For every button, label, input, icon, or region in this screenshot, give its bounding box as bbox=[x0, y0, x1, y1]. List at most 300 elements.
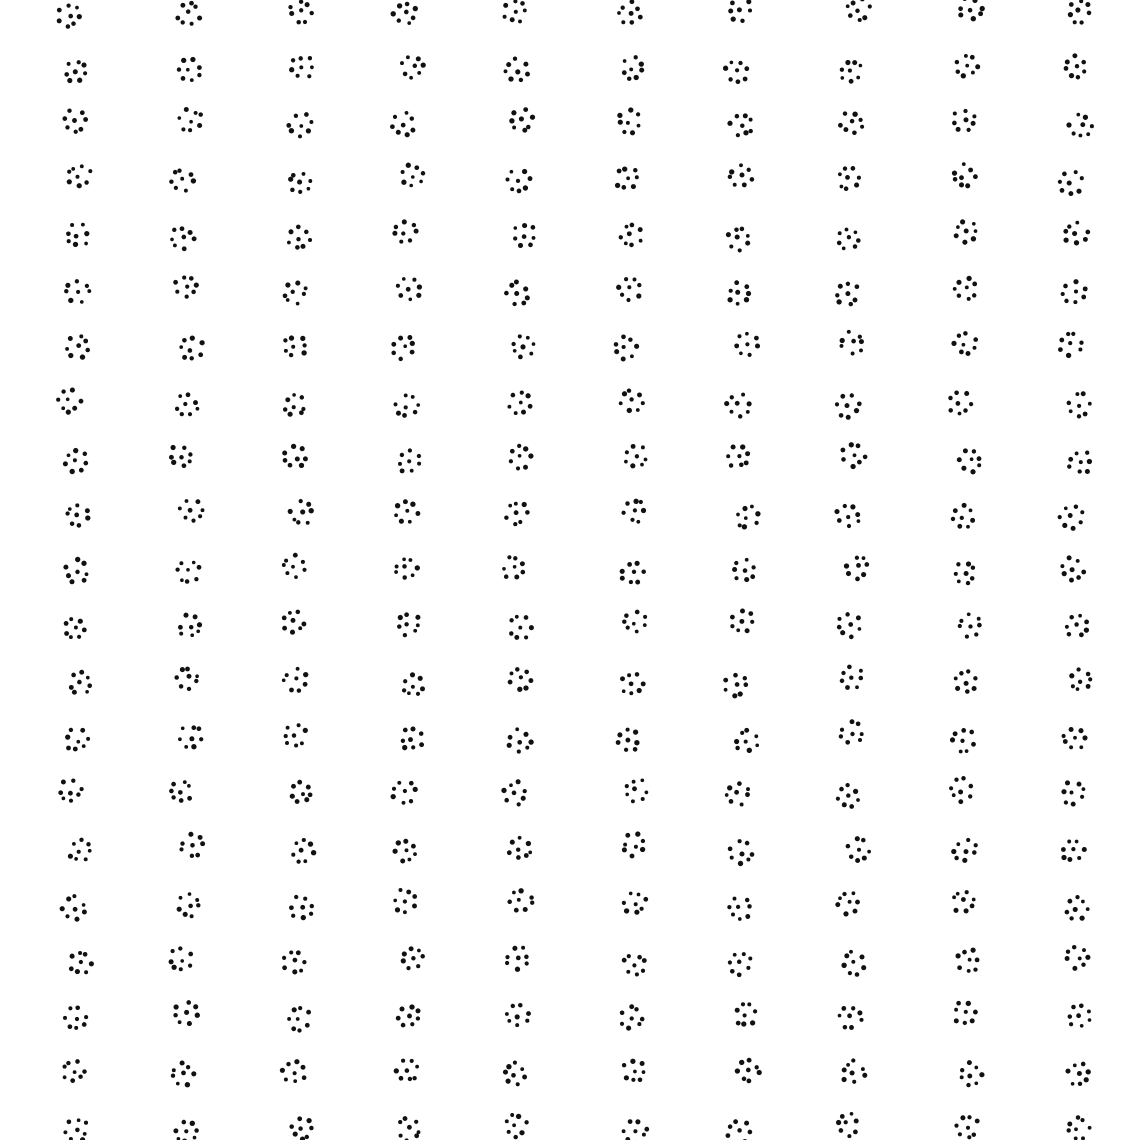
dot bbox=[730, 969, 735, 974]
dot bbox=[189, 625, 193, 629]
dot bbox=[972, 282, 977, 287]
dot bbox=[299, 410, 304, 415]
dot bbox=[746, 291, 751, 296]
dot bbox=[420, 686, 425, 691]
dot bbox=[302, 838, 306, 842]
dot bbox=[1078, 956, 1082, 960]
dot bbox=[634, 902, 638, 906]
dot bbox=[848, 622, 853, 627]
dot bbox=[75, 1017, 79, 1021]
dot bbox=[508, 735, 513, 740]
dot bbox=[967, 1074, 972, 1079]
dot bbox=[624, 908, 629, 913]
dot bbox=[83, 339, 88, 344]
dot bbox=[394, 570, 398, 574]
dot bbox=[190, 335, 195, 340]
dot bbox=[953, 111, 957, 115]
dot bbox=[615, 183, 620, 188]
dot bbox=[739, 351, 743, 355]
dot bbox=[513, 565, 517, 569]
dot-cluster-icon bbox=[504, 280, 530, 307]
dot bbox=[954, 1018, 959, 1023]
dot bbox=[640, 907, 644, 911]
dot bbox=[522, 502, 527, 507]
dot-cluster-icon bbox=[179, 335, 204, 360]
dot bbox=[1067, 632, 1071, 636]
dot bbox=[504, 798, 509, 803]
dot bbox=[856, 563, 861, 568]
dot bbox=[509, 118, 514, 123]
dot bbox=[180, 412, 184, 416]
dot bbox=[743, 568, 748, 573]
dot bbox=[514, 510, 519, 515]
dot bbox=[77, 78, 82, 83]
dot bbox=[1085, 2, 1090, 7]
dot bbox=[68, 14, 73, 19]
dot bbox=[971, 121, 976, 126]
dot bbox=[414, 165, 419, 170]
dot bbox=[283, 458, 288, 463]
dot bbox=[173, 1004, 178, 1009]
dot bbox=[516, 847, 520, 851]
dot bbox=[518, 19, 522, 23]
dot bbox=[188, 412, 192, 416]
dot bbox=[289, 11, 294, 16]
dot bbox=[953, 731, 958, 736]
dot bbox=[634, 1007, 638, 1011]
dot bbox=[416, 403, 420, 407]
dot bbox=[1060, 188, 1065, 193]
dot bbox=[288, 509, 293, 514]
dot bbox=[621, 511, 625, 515]
dot-cluster-icon bbox=[1065, 895, 1090, 921]
dot bbox=[195, 853, 200, 858]
dot bbox=[171, 460, 176, 465]
dot bbox=[732, 693, 737, 698]
dot bbox=[392, 849, 397, 854]
dot bbox=[735, 1068, 740, 1073]
dot bbox=[410, 672, 415, 677]
dot bbox=[640, 1017, 645, 1022]
dot bbox=[965, 285, 969, 289]
dot bbox=[747, 401, 752, 406]
dot-cluster-icon bbox=[179, 832, 205, 858]
dot bbox=[857, 848, 861, 852]
dot bbox=[1067, 401, 1071, 405]
dot-cluster-icon bbox=[616, 277, 641, 302]
dot bbox=[643, 615, 647, 619]
dot bbox=[740, 227, 745, 232]
dot bbox=[290, 630, 295, 635]
dot-cluster-icon bbox=[63, 1006, 88, 1030]
dot bbox=[863, 455, 868, 460]
dot bbox=[73, 448, 78, 453]
dot bbox=[625, 225, 629, 229]
dot bbox=[955, 60, 959, 64]
dot bbox=[401, 739, 405, 743]
dot bbox=[182, 246, 187, 251]
dot bbox=[505, 1012, 509, 1016]
dot bbox=[967, 297, 971, 301]
dot bbox=[967, 1060, 972, 1065]
dot bbox=[70, 388, 75, 393]
dot-cluster-icon bbox=[507, 836, 532, 860]
dot bbox=[310, 904, 314, 908]
dot bbox=[73, 1070, 77, 1074]
dot bbox=[629, 0, 634, 4]
dot bbox=[634, 845, 638, 849]
dot-cluster-icon bbox=[63, 557, 88, 585]
dot bbox=[858, 738, 862, 742]
dot bbox=[841, 1077, 846, 1082]
dot bbox=[840, 344, 844, 348]
dot bbox=[284, 559, 288, 563]
dot bbox=[299, 124, 303, 128]
dot bbox=[416, 56, 421, 61]
dot bbox=[969, 402, 973, 406]
dot bbox=[964, 571, 969, 576]
dot bbox=[859, 339, 864, 344]
dot bbox=[1068, 1014, 1072, 1018]
dot-cluster-icon bbox=[67, 164, 93, 188]
dot bbox=[291, 618, 296, 623]
dot bbox=[955, 953, 960, 958]
dot bbox=[69, 635, 73, 639]
dot bbox=[83, 952, 88, 957]
dot bbox=[311, 850, 316, 855]
dot bbox=[407, 858, 411, 862]
dot bbox=[1067, 1122, 1072, 1127]
dot bbox=[184, 1010, 189, 1015]
dot bbox=[843, 111, 847, 115]
dot bbox=[864, 562, 869, 567]
dot bbox=[856, 615, 861, 620]
dot bbox=[968, 8, 973, 13]
dot bbox=[974, 1081, 978, 1085]
dot bbox=[178, 946, 182, 950]
dot-cluster-icon bbox=[620, 672, 646, 695]
dot bbox=[1082, 69, 1086, 73]
dot bbox=[970, 904, 975, 909]
dot bbox=[409, 781, 414, 786]
dot bbox=[517, 740, 522, 745]
dot bbox=[512, 302, 516, 306]
dot bbox=[290, 794, 295, 799]
dot bbox=[745, 898, 749, 902]
dot bbox=[1063, 229, 1068, 234]
dot bbox=[617, 11, 621, 15]
dot bbox=[740, 173, 745, 178]
dot bbox=[523, 8, 527, 12]
dot bbox=[965, 689, 970, 694]
dot-cluster-icon bbox=[69, 951, 94, 974]
dot bbox=[845, 175, 850, 180]
dot bbox=[856, 238, 861, 243]
dot bbox=[624, 460, 628, 464]
dot bbox=[626, 1026, 631, 1031]
dot bbox=[965, 635, 969, 639]
dot bbox=[523, 732, 528, 737]
dot bbox=[411, 16, 416, 21]
dot bbox=[174, 186, 178, 190]
dot-cluster-icon bbox=[391, 2, 418, 25]
dot-cluster-icon bbox=[958, 612, 982, 638]
dot bbox=[77, 635, 81, 639]
dot bbox=[508, 504, 512, 508]
dot bbox=[410, 128, 415, 133]
dot-cluster-icon bbox=[175, 392, 199, 416]
dot bbox=[414, 229, 419, 234]
dot bbox=[748, 1130, 753, 1135]
dot bbox=[733, 183, 737, 187]
dot bbox=[515, 667, 520, 672]
dot-cluster-icon bbox=[288, 499, 314, 525]
dot bbox=[404, 10, 409, 15]
dot bbox=[189, 276, 194, 281]
dot bbox=[728, 960, 732, 964]
dot bbox=[750, 177, 755, 182]
dot bbox=[750, 1020, 755, 1025]
dot bbox=[413, 6, 418, 11]
dot bbox=[407, 335, 412, 340]
dot bbox=[734, 280, 739, 285]
dot-cluster-icon bbox=[289, 895, 314, 920]
dot bbox=[407, 459, 411, 463]
dot bbox=[71, 779, 75, 783]
dot bbox=[393, 115, 397, 119]
dot bbox=[179, 632, 183, 636]
dot-cluster-icon bbox=[837, 612, 861, 639]
dot bbox=[1081, 60, 1086, 65]
dot bbox=[282, 616, 287, 621]
dot bbox=[410, 350, 415, 355]
dot bbox=[855, 900, 860, 905]
dot bbox=[409, 946, 414, 951]
dot bbox=[404, 612, 409, 617]
dot bbox=[289, 67, 294, 72]
dot bbox=[532, 342, 536, 346]
dot bbox=[179, 455, 184, 460]
dot bbox=[846, 793, 850, 797]
dot-cluster-icon bbox=[846, 836, 871, 863]
dot bbox=[636, 293, 641, 298]
dot bbox=[80, 110, 85, 115]
dot bbox=[745, 342, 749, 346]
dot bbox=[957, 524, 962, 529]
dot bbox=[966, 581, 970, 585]
dot bbox=[845, 612, 849, 616]
dot bbox=[847, 1013, 852, 1018]
dot bbox=[1086, 672, 1091, 677]
dot bbox=[951, 849, 956, 854]
dot bbox=[855, 858, 860, 863]
dot bbox=[285, 673, 289, 677]
dot bbox=[1085, 451, 1089, 455]
dot bbox=[63, 565, 68, 570]
dot bbox=[175, 290, 179, 294]
dot bbox=[75, 570, 79, 574]
dot bbox=[750, 574, 755, 579]
dot bbox=[293, 1132, 298, 1137]
dot bbox=[1078, 469, 1082, 473]
dot bbox=[403, 679, 407, 683]
dot bbox=[184, 107, 189, 112]
dot bbox=[403, 728, 408, 733]
dot bbox=[727, 905, 731, 909]
dot bbox=[851, 960, 855, 964]
dot bbox=[641, 681, 646, 686]
dot bbox=[748, 353, 752, 357]
dot-cluster-icon bbox=[620, 1004, 645, 1030]
dot bbox=[1074, 1127, 1078, 1131]
dot bbox=[179, 967, 183, 971]
dot-cluster-icon bbox=[622, 55, 644, 81]
dot bbox=[503, 3, 508, 8]
dot-cluster-icon bbox=[1066, 113, 1094, 138]
dot-cluster-icon bbox=[392, 219, 418, 243]
dot bbox=[188, 964, 192, 968]
dot bbox=[70, 1078, 75, 1083]
dot bbox=[1087, 11, 1092, 16]
dot bbox=[186, 568, 190, 572]
dot bbox=[74, 626, 78, 630]
dot bbox=[1079, 341, 1083, 345]
dot bbox=[724, 688, 728, 692]
dot bbox=[627, 76, 631, 80]
dot bbox=[63, 1065, 67, 1069]
dot bbox=[621, 334, 626, 339]
dot bbox=[617, 113, 622, 118]
dot-cluster-icon bbox=[837, 228, 861, 251]
dot bbox=[64, 72, 69, 77]
dot bbox=[71, 21, 76, 26]
dot bbox=[642, 1133, 646, 1137]
dot bbox=[635, 6, 640, 11]
dot bbox=[407, 691, 411, 695]
dot bbox=[289, 950, 293, 954]
dot bbox=[528, 404, 533, 409]
dot bbox=[629, 681, 634, 686]
dot bbox=[852, 891, 856, 895]
dot bbox=[614, 349, 619, 354]
dot-cluster-icon bbox=[616, 728, 640, 752]
dot bbox=[965, 183, 970, 188]
dot bbox=[855, 836, 860, 841]
dot bbox=[1086, 907, 1090, 911]
dot-cluster-icon bbox=[622, 1119, 650, 1140]
dot bbox=[859, 348, 863, 352]
dot bbox=[627, 954, 631, 958]
dot bbox=[1066, 950, 1070, 954]
dot bbox=[963, 109, 967, 113]
dot bbox=[403, 72, 408, 77]
dot bbox=[519, 1130, 524, 1135]
dot bbox=[408, 558, 412, 562]
dot bbox=[74, 130, 78, 134]
dot bbox=[838, 896, 842, 900]
dot bbox=[66, 896, 71, 901]
dot bbox=[737, 1128, 742, 1133]
dot bbox=[519, 78, 523, 82]
dot bbox=[420, 954, 425, 959]
dot bbox=[293, 958, 298, 963]
dot bbox=[959, 619, 963, 623]
dot bbox=[505, 961, 509, 965]
dot bbox=[180, 959, 184, 963]
dot bbox=[622, 619, 626, 623]
dot bbox=[964, 54, 968, 58]
dot bbox=[1083, 412, 1088, 417]
dot bbox=[73, 242, 78, 247]
dot bbox=[504, 515, 508, 519]
dot bbox=[750, 505, 754, 509]
dot bbox=[855, 9, 860, 14]
dot bbox=[299, 8, 303, 12]
dot bbox=[1067, 857, 1072, 862]
dot bbox=[725, 793, 729, 797]
dot bbox=[735, 682, 740, 687]
dot bbox=[731, 444, 736, 449]
dot bbox=[308, 179, 312, 183]
dot bbox=[296, 225, 301, 230]
dot bbox=[855, 512, 860, 517]
dot bbox=[394, 513, 398, 517]
dot bbox=[644, 1127, 649, 1132]
dot bbox=[501, 788, 506, 793]
dot bbox=[624, 1075, 629, 1080]
dot bbox=[1080, 1118, 1084, 1122]
dot-cluster-icon bbox=[727, 113, 753, 137]
dot bbox=[193, 1136, 197, 1140]
dot bbox=[1073, 1064, 1077, 1068]
dot bbox=[856, 443, 861, 448]
dot bbox=[413, 629, 417, 633]
dot bbox=[405, 509, 409, 513]
dot bbox=[851, 1, 856, 6]
dot bbox=[68, 507, 72, 511]
dot bbox=[851, 1006, 855, 1010]
dot bbox=[840, 338, 845, 343]
dot bbox=[1085, 469, 1090, 474]
dot bbox=[410, 1059, 414, 1063]
dot bbox=[77, 850, 81, 854]
dot bbox=[1071, 1082, 1075, 1086]
dot bbox=[67, 1119, 72, 1124]
dot bbox=[194, 283, 199, 288]
dot bbox=[839, 1128, 844, 1133]
dot bbox=[80, 164, 84, 168]
dot bbox=[302, 960, 306, 964]
dot bbox=[980, 6, 985, 11]
dot-cluster-icon bbox=[726, 444, 750, 467]
dot-cluster-icon bbox=[732, 558, 756, 582]
dot bbox=[853, 453, 857, 457]
dot bbox=[408, 520, 412, 524]
dot bbox=[844, 186, 849, 191]
dot bbox=[395, 907, 400, 912]
dot bbox=[415, 511, 420, 516]
dot bbox=[191, 519, 195, 523]
dot bbox=[975, 958, 980, 963]
dot bbox=[406, 55, 410, 59]
dot bbox=[743, 77, 748, 82]
dot bbox=[962, 162, 966, 166]
dot bbox=[1076, 667, 1080, 671]
dot bbox=[1064, 66, 1069, 71]
dot bbox=[733, 1119, 738, 1124]
dot bbox=[840, 185, 844, 189]
dot bbox=[513, 1061, 517, 1065]
